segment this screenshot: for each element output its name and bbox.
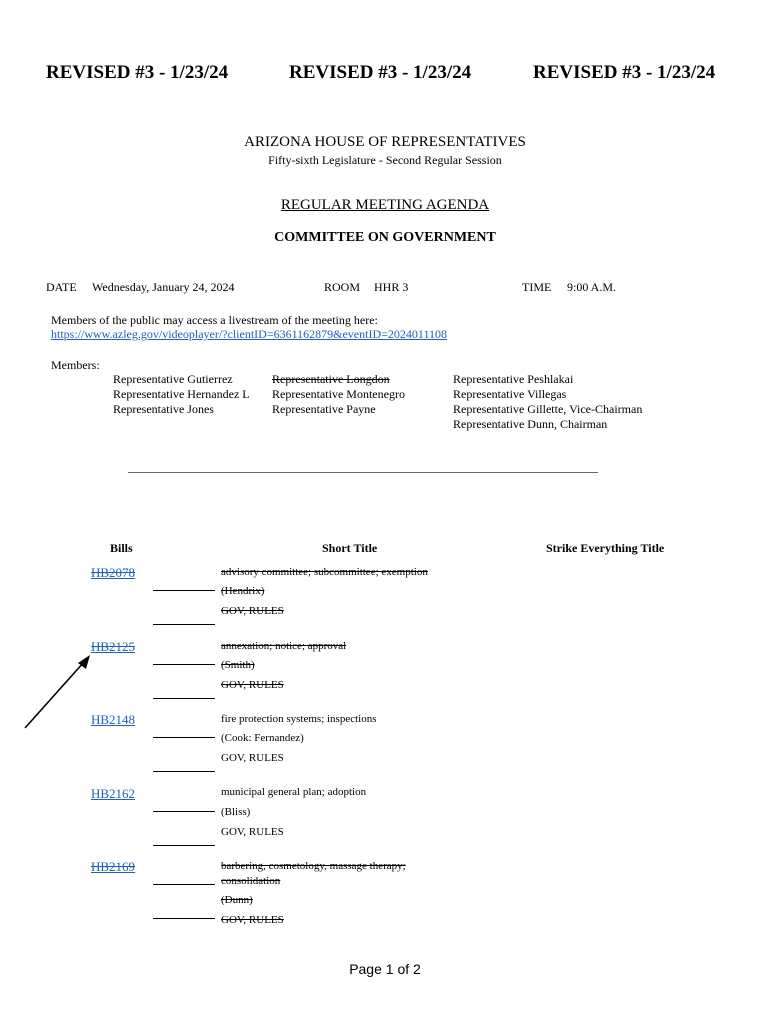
bill-dash (153, 664, 215, 665)
room-value: HHR 3 (374, 280, 409, 294)
header-short-title: Short Title (322, 541, 378, 555)
header-bills: Bills (110, 541, 133, 555)
room-label: ROOM (324, 280, 361, 294)
members-label: Members: (51, 358, 100, 372)
body-name: ARIZONA HOUSE OF REPRESENTATIVES (244, 134, 526, 150)
bill-title-hb2078: advisory committee; subcommittee; exemption (221, 566, 428, 578)
bill-title-hb2125: annexation; notice; approval (221, 640, 347, 652)
bill-link-hb2169[interactable]: HB2169 (91, 859, 136, 874)
time-value: 9:00 A.M. (567, 280, 617, 294)
member-jones: Representative Jones (113, 402, 214, 416)
arrow-annotation-icon (20, 650, 95, 735)
bill-committees-hb2125: GOV, RULES (221, 679, 284, 691)
bill-dash (153, 918, 215, 919)
revised-banner-2: REVISED #3 - 1/23/24 (289, 62, 472, 83)
member-gillette: Representative Gillette, Vice-Chairman (453, 402, 643, 416)
bill-dash (153, 590, 215, 591)
bill-title-hb2169: barbering, cosmetology, massage therapy; (221, 860, 406, 872)
livestream-text: Members of the public may access a livestream of the meeting here: (51, 313, 378, 327)
bill-link-hb2125[interactable]: HB2125 (91, 639, 136, 654)
member-hernandez: Representative Hernandez L (113, 387, 250, 401)
bill-link-hb2148[interactable]: HB2148 (91, 712, 136, 727)
bill-sponsor-hb2125: (Smith) (221, 659, 255, 671)
bill-title-hb2162: municipal general plan; adoption (221, 786, 367, 798)
bill-sponsor-hb2078: (Hendrix) (221, 585, 265, 597)
bill-dash (153, 845, 215, 846)
member-dunn: Representative Dunn, Chairman (453, 417, 608, 431)
bill-dash (153, 771, 215, 772)
bill-link-hb2078[interactable]: HB2078 (91, 565, 136, 580)
member-villegas: Representative Villegas (453, 387, 567, 401)
bill-committees-hb2078: GOV, RULES (221, 605, 284, 617)
bill-dash (153, 698, 215, 699)
bill-title2-hb2169: consolidation (221, 875, 281, 887)
bill-sponsor-hb2162: (Bliss) (221, 806, 251, 818)
revised-banner-1: REVISED #3 - 1/23/24 (46, 62, 229, 83)
livestream-link[interactable]: https://www.azleg.gov/videoplayer/?clientID=6361162879&eventID=2024011108 (51, 327, 448, 341)
date-value: Wednesday, January 24, 2024 (92, 280, 235, 294)
member-gutierrez: Representative Gutierrez (113, 372, 233, 386)
bill-dash (153, 624, 215, 625)
bill-dash (153, 737, 215, 738)
section-divider (128, 472, 598, 473)
bill-committees-hb2169: GOV, RULES (221, 914, 284, 926)
bill-title-hb2148: fire protection systems; inspections (221, 713, 377, 725)
member-montenegro: Representative Montenegro (272, 387, 405, 401)
bill-dash (153, 811, 215, 812)
bill-committees-hb2162: GOV, RULES (221, 826, 284, 838)
page-number: Page 1 of 2 (349, 961, 421, 977)
header-strike-title: Strike Everything Title (546, 541, 665, 555)
bill-dash (153, 884, 215, 885)
member-peshlakai: Representative Peshlakai (453, 372, 574, 386)
session: Fifty-sixth Legislature - Second Regular Session (268, 153, 502, 167)
committee-name: COMMITTEE ON GOVERNMENT (274, 230, 496, 245)
bill-sponsor-hb2148: (Cook: Fernandez) (221, 732, 304, 744)
member-longdon: Representative Longdon (272, 372, 390, 386)
bill-committees-hb2148: GOV, RULES (221, 752, 284, 764)
time-label: TIME (522, 280, 552, 294)
member-payne: Representative Payne (272, 402, 376, 416)
date-label: DATE (46, 280, 77, 294)
agenda-title: REGULAR MEETING AGENDA (280, 197, 490, 213)
bill-link-hb2162[interactable]: HB2162 (91, 786, 136, 801)
bill-sponsor-hb2169: (Dunn) (221, 894, 253, 906)
revised-banner-3: REVISED #3 - 1/23/24 (533, 62, 716, 83)
